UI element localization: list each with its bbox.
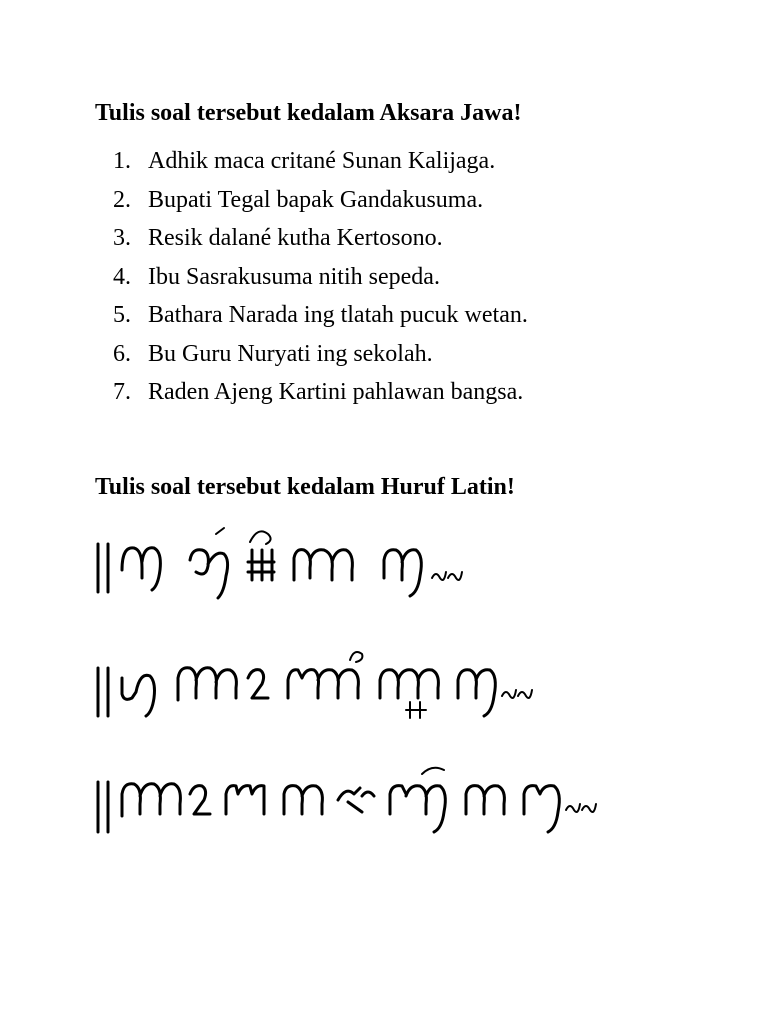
javanese-script-sentence-2-icon [92, 638, 612, 728]
question-text: Adhik maca critané Sunan Kalijaga. [148, 148, 496, 174]
question-item-2 [113, 185, 528, 224]
javanese-script-line-1 [92, 520, 612, 610]
question-item-6 [113, 339, 528, 378]
section-2-heading: Tulis soal tersebut kedalam Huruf Latin! [95, 474, 515, 500]
question-number: 4. [113, 263, 131, 290]
javanese-script-sentence-1-icon [92, 520, 612, 610]
question-text: Bupati Tegal bapak Gandakusuma. [148, 186, 484, 213]
question-text: Bathara Narada ing tlatah pucuk wetan. [148, 302, 528, 328]
question-number: 2. [113, 186, 131, 213]
section-1-heading: Tulis soal tersebut kedalam Aksara Jawa! [95, 100, 522, 126]
question-item-4 [113, 262, 528, 301]
question-number: 3. [113, 225, 131, 251]
question-item-3 [113, 223, 528, 262]
question-number: 1. [113, 148, 131, 174]
question-item-5 [113, 300, 528, 339]
question-number: 7. [113, 379, 131, 405]
question-number: 5. [113, 302, 131, 328]
question-text: Bu Guru Nuryati ing sekolah. [148, 340, 433, 367]
question-text: Ibu Sasrakusuma nitih sepeda. [148, 263, 440, 290]
question-item-1 [113, 146, 528, 185]
javanese-script-sentence-3-icon [92, 752, 612, 842]
question-item-7 [113, 377, 528, 416]
question-text: Raden Ajeng Kartini pahlawan bangsa. [148, 379, 524, 405]
javanese-script-line-3 [92, 752, 612, 842]
javanese-script-line-2 [92, 638, 612, 728]
question-list [113, 146, 528, 416]
question-number: 6. [113, 340, 131, 367]
question-text: Resik dalané kutha Kertosono. [148, 225, 443, 251]
